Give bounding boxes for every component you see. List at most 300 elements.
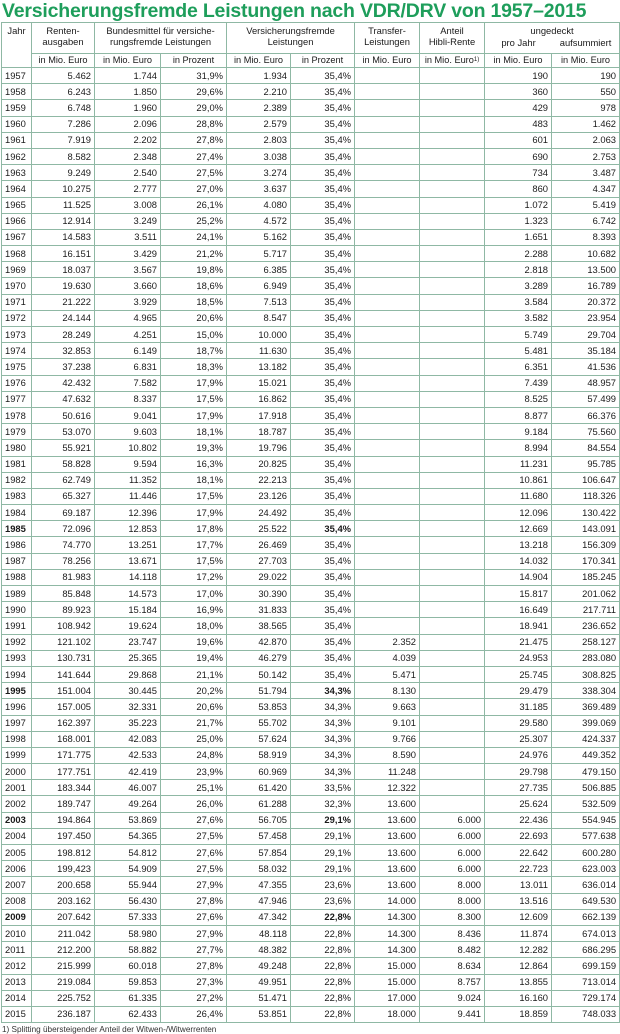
cell-bundesmittel-prozent: 17,9% [161,505,227,521]
cell-year: 2008 [2,893,32,909]
cell-bundesmittel-mio: 29.868 [95,666,161,682]
cell-hibli [420,618,485,634]
cell-vfl-mio: 24.492 [227,505,291,521]
cell-vfl-mio: 16.862 [227,391,291,407]
cell-transfer [355,294,420,310]
table-row [2,246,620,262]
cell-hibli [420,650,485,666]
cell-bundesmittel-prozent: 26,4% [161,1006,227,1022]
cell-vfl-prozent: 35,4% [291,68,355,84]
cell-vfl-prozent: 34,3% [291,699,355,715]
cell-bundesmittel-prozent: 15,0% [161,327,227,343]
cell-bundesmittel-prozent: 27,6% [161,845,227,861]
cell-hibli [420,505,485,521]
cell-bundesmittel-mio: 15.184 [95,602,161,618]
cell-year: 2006 [2,861,32,877]
cell-vfl-prozent: 35,4% [291,181,355,197]
cell-hibli [420,440,485,456]
cell-vfl-mio: 48.118 [227,925,291,941]
cell-vfl-prozent: 35,4% [291,148,355,164]
cell-ungedeckt-pro-jahr: 8.525 [485,391,552,407]
cell-vfl-mio: 53.851 [227,1006,291,1022]
cell-bundesmittel-mio: 4.965 [95,310,161,326]
cell-transfer [355,569,420,585]
cell-ungedeckt-pro-jahr: 25.745 [485,666,552,682]
cell-ungedeckt-aufsummiert: 3.487 [552,165,620,181]
cell-bundesmittel-mio: 35.223 [95,715,161,731]
table-row [2,1006,620,1022]
cell-renten: 7.286 [32,116,95,132]
cell-renten: 14.583 [32,229,95,245]
cell-bundesmittel-mio: 8.337 [95,391,161,407]
cell-ungedeckt-pro-jahr: 22.693 [485,828,552,844]
cell-renten: 85.848 [32,586,95,602]
cell-bundesmittel-mio: 11.352 [95,472,161,488]
cell-vfl-prozent: 35,4% [291,343,355,359]
cell-ungedeckt-aufsummiert: 479.150 [552,764,620,780]
cell-ungedeckt-aufsummiert: 10.682 [552,246,620,262]
cell-vfl-prozent: 35,4% [291,456,355,472]
cell-hibli [420,780,485,796]
cell-hibli [420,731,485,747]
cell-bundesmittel-mio: 42.419 [95,764,161,780]
cell-bundesmittel-prozent: 31,9% [161,68,227,84]
cell-renten: 6.748 [32,100,95,116]
table-row [2,602,620,618]
cell-renten: 32.853 [32,343,95,359]
cell-vfl-mio: 61.288 [227,796,291,812]
cell-transfer [355,343,420,359]
table-row [2,68,620,84]
cell-vfl-prozent: 29,1% [291,861,355,877]
cell-bundesmittel-mio: 3.567 [95,262,161,278]
cell-vfl-prozent: 35,4% [291,310,355,326]
cell-ungedeckt-pro-jahr: 22.642 [485,845,552,861]
cell-transfer [355,116,420,132]
table-row [2,812,620,828]
cell-vfl-mio: 19.796 [227,440,291,456]
table-row [2,537,620,553]
cell-ungedeckt-aufsummiert: 258.127 [552,634,620,650]
cell-ungedeckt-aufsummiert: 554.945 [552,812,620,828]
cell-renten: 8.582 [32,148,95,164]
cell-hibli [420,537,485,553]
cell-vfl-prozent: 35,4% [291,602,355,618]
cell-year: 1973 [2,327,32,343]
cell-ungedeckt-aufsummiert: 532.509 [552,796,620,812]
cell-bundesmittel-mio: 54.909 [95,861,161,877]
cell-renten: 55.921 [32,440,95,456]
cell-bundesmittel-prozent: 27,5% [161,861,227,877]
cell-transfer: 13.600 [355,828,420,844]
cell-ungedeckt-aufsummiert: 978 [552,100,620,116]
subheader-aufsummiert-mio: in Mio. Euro [552,54,620,68]
cell-bundesmittel-prozent: 16,9% [161,602,227,618]
cell-renten: 47.632 [32,391,95,407]
cell-renten: 24.144 [32,310,95,326]
cell-vfl-mio: 3.637 [227,181,291,197]
cell-hibli [420,359,485,375]
cell-transfer [355,424,420,440]
cell-bundesmittel-prozent: 21,7% [161,715,227,731]
cell-transfer [355,246,420,262]
cell-hibli [420,391,485,407]
cell-bundesmittel-prozent: 25,0% [161,731,227,747]
cell-ungedeckt-aufsummiert: 118.326 [552,488,620,504]
cell-ungedeckt-aufsummiert: 506.885 [552,780,620,796]
cell-bundesmittel-mio: 46.007 [95,780,161,796]
cell-ungedeckt-pro-jahr: 15.817 [485,586,552,602]
table-row [2,472,620,488]
cell-vfl-mio: 4.572 [227,213,291,229]
cell-year: 1965 [2,197,32,213]
cell-hibli: 6.000 [420,861,485,877]
cell-vfl-prozent: 35,4% [291,488,355,504]
cell-bundesmittel-mio: 13.671 [95,553,161,569]
cell-vfl-mio: 57.624 [227,731,291,747]
cell-ungedeckt-aufsummiert: 577.638 [552,828,620,844]
cell-ungedeckt-aufsummiert: 729.174 [552,990,620,1006]
cell-bundesmittel-prozent: 25,2% [161,213,227,229]
cell-bundesmittel-prozent: 18,0% [161,618,227,634]
cell-year: 2013 [2,974,32,990]
cell-bundesmittel-prozent: 18,1% [161,472,227,488]
cell-ungedeckt-aufsummiert: 338.304 [552,683,620,699]
cell-bundesmittel-prozent: 29,6% [161,84,227,100]
header-aufsummiert: aufsummiert [559,37,612,48]
cell-ungedeckt-aufsummiert: 308.825 [552,666,620,682]
cell-renten: 108.942 [32,618,95,634]
cell-renten: 6.243 [32,84,95,100]
cell-ungedeckt-aufsummiert: 236.652 [552,618,620,634]
cell-ungedeckt-pro-jahr: 24.976 [485,747,552,763]
cell-hibli [420,148,485,164]
cell-year: 1995 [2,683,32,699]
cell-renten: 198.812 [32,845,95,861]
cell-year: 2001 [2,780,32,796]
cell-bundesmittel-prozent: 29,0% [161,100,227,116]
cell-hibli: 8.300 [420,909,485,925]
cell-renten: 28.249 [32,327,95,343]
cell-hibli [420,68,485,84]
cell-transfer: 9.663 [355,699,420,715]
cell-hibli [420,602,485,618]
cell-ungedeckt-aufsummiert: 41.536 [552,359,620,375]
cell-renten: 219.084 [32,974,95,990]
cell-bundesmittel-mio: 4.251 [95,327,161,343]
cell-vfl-mio: 58.919 [227,747,291,763]
cell-ungedeckt-aufsummiert: 4.347 [552,181,620,197]
table-row [2,310,620,326]
cell-bundesmittel-mio: 3.429 [95,246,161,262]
cell-ungedeckt-pro-jahr: 190 [485,68,552,84]
cell-ungedeckt-pro-jahr: 360 [485,84,552,100]
table-row [2,213,620,229]
table-row [2,909,620,925]
cell-bundesmittel-mio: 23.747 [95,634,161,650]
cell-renten: 89.923 [32,602,95,618]
cell-renten: 200.658 [32,877,95,893]
header-versicherungsfremde: Versicherungsfremde Leistungen [227,23,355,54]
cell-year: 1985 [2,521,32,537]
cell-vfl-prozent: 34,3% [291,683,355,699]
cell-transfer: 2.352 [355,634,420,650]
cell-transfer: 4.039 [355,650,420,666]
cell-hibli [420,634,485,650]
cell-vfl-mio: 5.717 [227,246,291,262]
cell-ungedeckt-pro-jahr: 10.861 [485,472,552,488]
subheader-hibli-mio: in Mio. Euro$^{1)}$ [420,54,485,68]
cell-ungedeckt-aufsummiert: 48.957 [552,375,620,391]
cell-vfl-mio: 27.703 [227,553,291,569]
cell-vfl-prozent: 35,4% [291,165,355,181]
table-row [2,132,620,148]
cell-transfer [355,440,420,456]
table-row [2,780,620,796]
cell-transfer [355,132,420,148]
cell-ungedeckt-aufsummiert: 649.530 [552,893,620,909]
cell-vfl-prozent: 35,4% [291,246,355,262]
cell-hibli [420,796,485,812]
cell-renten: 157.005 [32,699,95,715]
cell-renten: 189.747 [32,796,95,812]
cell-renten: 207.642 [32,909,95,925]
cell-ungedeckt-aufsummiert: 2.063 [552,132,620,148]
cell-bundesmittel-prozent: 20,6% [161,310,227,326]
cell-transfer [355,262,420,278]
cell-hibli [420,472,485,488]
cell-ungedeckt-pro-jahr: 8.877 [485,407,552,423]
cell-ungedeckt-aufsummiert: 217.711 [552,602,620,618]
cell-vfl-prozent: 35,4% [291,505,355,521]
cell-ungedeckt-pro-jahr: 24.953 [485,650,552,666]
cell-bundesmittel-mio: 3.249 [95,213,161,229]
cell-ungedeckt-pro-jahr: 12.669 [485,521,552,537]
cell-vfl-prozent: 35,4% [291,132,355,148]
cell-ungedeckt-aufsummiert: 6.742 [552,213,620,229]
cell-vfl-prozent: 35,4% [291,407,355,423]
cell-transfer: 14.000 [355,893,420,909]
cell-transfer: 8.590 [355,747,420,763]
cell-ungedeckt-pro-jahr: 3.582 [485,310,552,326]
table-row [2,294,620,310]
cell-ungedeckt-pro-jahr: 2.818 [485,262,552,278]
cell-renten: 16.151 [32,246,95,262]
cell-bundesmittel-mio: 61.335 [95,990,161,1006]
table-row [2,650,620,666]
cell-hibli: 8.482 [420,942,485,958]
cell-bundesmittel-mio: 59.853 [95,974,161,990]
cell-bundesmittel-prozent: 18,6% [161,278,227,294]
cell-year: 1962 [2,148,32,164]
cell-vfl-mio: 6.385 [227,262,291,278]
table-row [2,262,620,278]
cell-ungedeckt-aufsummiert: 674.013 [552,925,620,941]
cell-year: 1974 [2,343,32,359]
cell-transfer [355,327,420,343]
cell-ungedeckt-aufsummiert: 424.337 [552,731,620,747]
cell-bundesmittel-prozent: 17,7% [161,537,227,553]
cell-transfer: 18.000 [355,1006,420,1022]
cell-vfl-prozent: 23,6% [291,877,355,893]
cell-ungedeckt-aufsummiert: 748.033 [552,1006,620,1022]
cell-ungedeckt-aufsummiert: 369.489 [552,699,620,715]
table-row [2,424,620,440]
cell-year: 1977 [2,391,32,407]
cell-vfl-mio: 1.934 [227,68,291,84]
cell-hibli [420,132,485,148]
cell-year: 2014 [2,990,32,1006]
table-row [2,958,620,974]
cell-hibli [420,327,485,343]
cell-vfl-mio: 42.870 [227,634,291,650]
cell-transfer: 13.600 [355,796,420,812]
cell-renten: 194.864 [32,812,95,828]
cell-hibli: 6.000 [420,845,485,861]
cell-bundesmittel-mio: 12.396 [95,505,161,521]
cell-vfl-mio: 2.210 [227,84,291,100]
cell-ungedeckt-aufsummiert: 35.184 [552,343,620,359]
cell-transfer [355,278,420,294]
cell-ungedeckt-aufsummiert: 8.393 [552,229,620,245]
cell-ungedeckt-aufsummiert: 156.309 [552,537,620,553]
cell-vfl-prozent: 35,4% [291,391,355,407]
cell-bundesmittel-prozent: 17,9% [161,407,227,423]
cell-hibli [420,666,485,682]
header-pro-jahr: pro Jahr [501,37,536,48]
cell-ungedeckt-pro-jahr: 14.032 [485,553,552,569]
cell-ungedeckt-aufsummiert: 686.295 [552,942,620,958]
cell-transfer [355,602,420,618]
cell-ungedeckt-pro-jahr: 13.855 [485,974,552,990]
table-row [2,505,620,521]
table-row [2,488,620,504]
cell-hibli: 8.000 [420,893,485,909]
cell-year: 1957 [2,68,32,84]
cell-bundesmittel-mio: 62.433 [95,1006,161,1022]
cell-hibli [420,116,485,132]
cell-vfl-prozent: 35,4% [291,472,355,488]
cell-year: 1982 [2,472,32,488]
cell-vfl-prozent: 35,4% [291,197,355,213]
cell-ungedeckt-pro-jahr: 601 [485,132,552,148]
cell-bundesmittel-mio: 14.573 [95,586,161,602]
subheader-renten-mio: in Mio. Euro [32,54,95,68]
cell-vfl-mio: 15.021 [227,375,291,391]
cell-ungedeckt-aufsummiert: 283.080 [552,650,620,666]
cell-bundesmittel-mio: 42.533 [95,747,161,763]
cell-bundesmittel-mio: 25.365 [95,650,161,666]
cell-year: 1960 [2,116,32,132]
cell-vfl-mio: 2.579 [227,116,291,132]
cell-bundesmittel-mio: 3.511 [95,229,161,245]
cell-hibli [420,278,485,294]
cell-vfl-mio: 5.162 [227,229,291,245]
cell-ungedeckt-pro-jahr: 18.859 [485,1006,552,1022]
cell-renten: 171.775 [32,747,95,763]
cell-ungedeckt-aufsummiert: 16.789 [552,278,620,294]
cell-renten: 53.070 [32,424,95,440]
table-row [2,116,620,132]
cell-transfer: 14.300 [355,942,420,958]
header-ungedeckt: ungedeckt pro Jahr aufsummiert [485,23,620,54]
cell-bundesmittel-mio: 7.582 [95,375,161,391]
table-row [2,84,620,100]
cell-bundesmittel-mio: 32.331 [95,699,161,715]
cell-renten: 62.749 [32,472,95,488]
table-row [2,845,620,861]
cell-year: 1993 [2,650,32,666]
cell-renten: 21.222 [32,294,95,310]
cell-ungedeckt-pro-jahr: 25.624 [485,796,552,812]
cell-transfer [355,359,420,375]
cell-bundesmittel-mio: 54.365 [95,828,161,844]
cell-transfer: 13.600 [355,845,420,861]
cell-year: 1975 [2,359,32,375]
table-row [2,731,620,747]
cell-hibli [420,229,485,245]
cell-renten: 42.432 [32,375,95,391]
cell-bundesmittel-mio: 42.083 [95,731,161,747]
cell-year: 1992 [2,634,32,650]
table-row [2,440,620,456]
cell-ungedeckt-pro-jahr: 29.798 [485,764,552,780]
table-row [2,666,620,682]
cell-transfer: 15.000 [355,958,420,974]
cell-vfl-prozent: 35,4% [291,294,355,310]
cell-bundesmittel-prozent: 17,9% [161,375,227,391]
cell-year: 1984 [2,505,32,521]
cell-renten: 9.249 [32,165,95,181]
cell-vfl-prozent: 34,3% [291,731,355,747]
cell-ungedeckt-aufsummiert: 5.419 [552,197,620,213]
table-row [2,974,620,990]
cell-vfl-mio: 2.389 [227,100,291,116]
cell-transfer [355,391,420,407]
cell-year: 1968 [2,246,32,262]
cell-transfer: 14.300 [355,925,420,941]
cell-vfl-prozent: 35,4% [291,569,355,585]
cell-transfer: 8.130 [355,683,420,699]
cell-ungedeckt-pro-jahr: 16.160 [485,990,552,1006]
cell-vfl-prozent: 35,4% [291,100,355,116]
cell-ungedeckt-aufsummiert: 143.091 [552,521,620,537]
page-title: Versicherungsfremde Leistungen nach VDR/DRV von 1957–2015 [2,0,587,22]
cell-ungedeckt-pro-jahr: 27.735 [485,780,552,796]
cell-transfer: 17.000 [355,990,420,1006]
subheader-transfer-mio: in Mio. Euro [355,54,420,68]
table-row [2,699,620,715]
table-row [2,148,620,164]
cell-bundesmittel-mio: 3.660 [95,278,161,294]
cell-year: 1999 [2,747,32,763]
cell-hibli [420,181,485,197]
cell-transfer [355,165,420,181]
cell-ungedeckt-pro-jahr: 429 [485,100,552,116]
cell-hibli [420,407,485,423]
cell-hibli [420,197,485,213]
cell-year: 2015 [2,1006,32,1022]
cell-renten: 168.001 [32,731,95,747]
table-row [2,796,620,812]
cell-bundesmittel-prozent: 27,7% [161,942,227,958]
cell-year: 1970 [2,278,32,294]
cell-ungedeckt-pro-jahr: 5.481 [485,343,552,359]
table-row [2,942,620,958]
cell-vfl-mio: 51.471 [227,990,291,1006]
cell-ungedeckt-pro-jahr: 13.218 [485,537,552,553]
cell-year: 1972 [2,310,32,326]
